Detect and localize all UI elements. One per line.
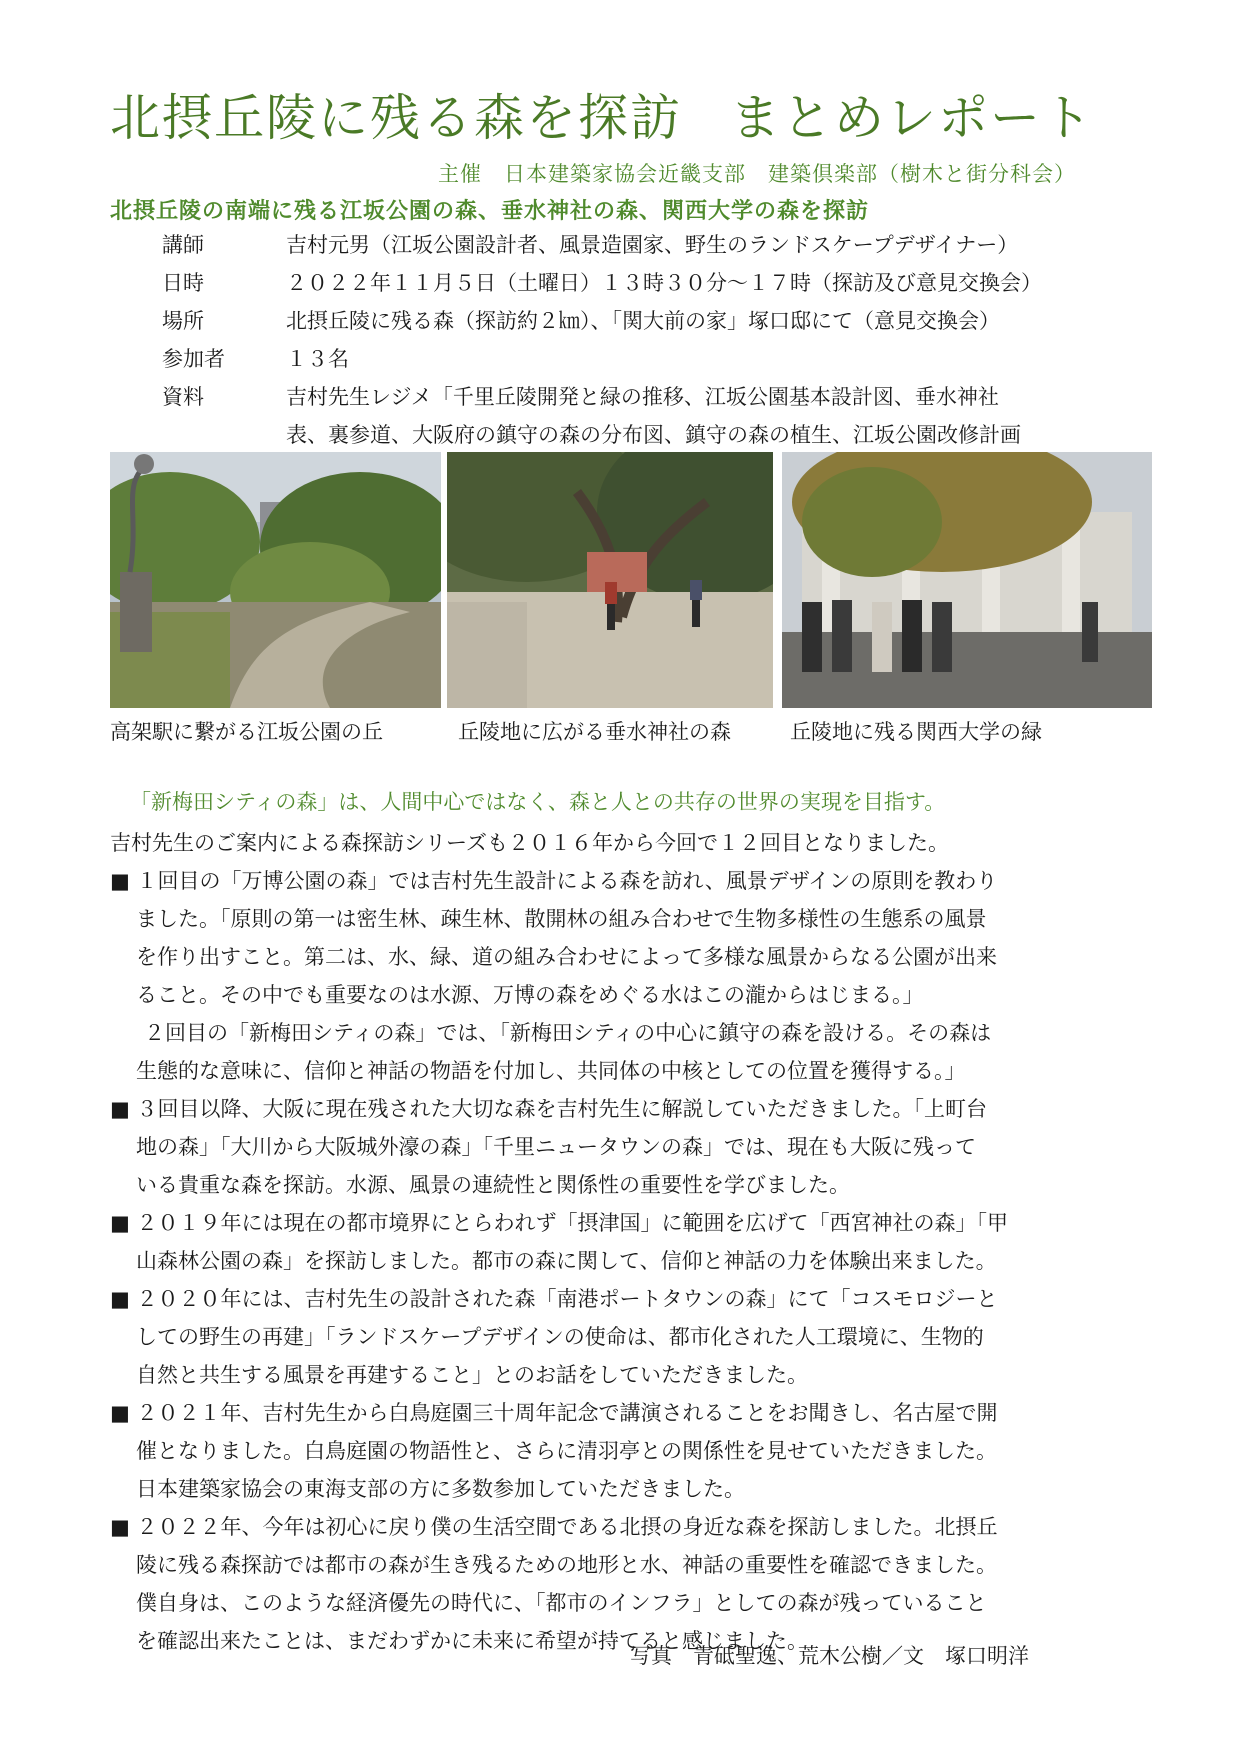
caption-2: 丘陵地に広がる垂水神社の森 xyxy=(458,720,731,744)
body-line: ■ ２０１９年には現在の都市境界にとらわれず「摂津国」に範囲を広げて「西宮神社の森」「甲 xyxy=(110,1211,1009,1235)
body-line: を確認出来たことは、まだわずかに未来に希望が持てると感じました。 xyxy=(136,1629,808,1653)
body-line: 陵に残る森探訪では都市の森が生き残るための地形と水、神話の重要性を確認できました。 xyxy=(136,1553,997,1577)
body-line: 催となりました。白鳥庭園の物語性と、さらに清羽亭との関係性を見せていただきました。 xyxy=(136,1439,997,1463)
materials-label: 資料 xyxy=(162,385,204,409)
lecturer-value: 吉村元男（江坂公園設計者、風景造園家、野生のランドスケープデザイナー） xyxy=(286,233,1019,257)
participants-label: 参加者 xyxy=(162,347,225,371)
materials-value-2: 表、裏参道、大阪府の鎮守の森の分布図、鎮守の森の植生、江坂公園改修計画 xyxy=(286,423,1021,447)
body-line: ■ ２０２２年、今年は初心に戻り僕の生活空間である北摂の身近な森を探訪しました。北摂丘 xyxy=(110,1515,998,1539)
info-row-materials xyxy=(162,378,1162,416)
body-line: 僕自身は、このような経済優先の時代に、「都市のインフラ」としての森が残っていること xyxy=(136,1591,987,1615)
body-line: ■ ２０２１年、吉村先生から白鳥庭園三十周年記念で講演されることをお聞きし、名古屋で開 xyxy=(110,1401,998,1425)
info-row-participants xyxy=(162,340,1162,378)
body-line: 生態的な意味に、信仰と神話の物語を付加し、共同体の中核としての位置を獲得する。」 xyxy=(136,1059,966,1083)
body-line: ました。「原則の第一は密生林、疎生林、散開林の組み合わせで生物多様性の生態系の風景 xyxy=(136,907,987,931)
body-line: 地の森」「大川から大阪城外濠の森」「千里ニュータウンの森」では、現在も大阪に残って xyxy=(136,1135,976,1159)
place-label: 場所 xyxy=(162,309,204,333)
page-title xyxy=(110,78,1094,150)
event-subtitle: 北摂丘陵の南端に残る江坂公園の森、垂水神社の森、関西大学の森を探訪 xyxy=(110,199,870,224)
body-line: ■ １回目の「万博公園の森」では吉村先生設計による森を訪れ、風景デザインの原則を教わり xyxy=(110,869,998,893)
organizer-line: 主催 日本建築家協会近畿支部 建築倶楽部（樹木と街分科会） xyxy=(438,162,1076,186)
body-line: ■ ３回目以降、大阪に現在残された大切な森を吉村先生に解説していただきました。「上町台 xyxy=(110,1097,988,1121)
credit-line: 写真 青砥聖逸、荒木公樹／文 塚口明洋 xyxy=(630,1644,1029,1668)
info-row-date xyxy=(162,264,1162,302)
photo-tarumi-shrine xyxy=(447,452,773,708)
caption-1: 高架駅に繋がる江坂公園の丘 xyxy=(110,720,383,744)
lead-statement: 「新梅田シティの森」は、人間中心ではなく、森と人との共存の世界の実現を目指す。 xyxy=(130,790,946,814)
body-line: ■ ２０２０年には、吉村先生の設計された森「南港ポートタウンの森」にて「コスモロジーと xyxy=(110,1287,998,1311)
body-line: ２回目の「新梅田シティの森」では、「新梅田シティの中心に鎮守の森を設ける。その森は xyxy=(144,1021,992,1045)
date-value: ２０２２年１１月５日（土曜日）１３時３０分～１７時（探訪及び意見交換会） xyxy=(286,271,1042,295)
body-line: ること。その中でも重要なのは水源、万博の森をめぐる水はこの瀧からはじまる。」 xyxy=(136,983,924,1007)
report-body xyxy=(110,824,1160,1660)
place-value: 北摂丘陵に残る森（探訪約２㎞）、「関大前の家」塚口邸にて（意見交換会） xyxy=(286,309,1000,333)
date-label: 日時 xyxy=(162,271,204,295)
body-line: 自然と共生する風景を再建すること」とのお話をしていただきました。 xyxy=(136,1363,808,1387)
body-line: いる貴重な森を探訪。水源、風景の連続性と関係性の重要性を学びました。 xyxy=(136,1173,850,1197)
caption-3: 丘陵地に残る関西大学の緑 xyxy=(790,720,1042,744)
participants-value: １３名 xyxy=(286,347,349,371)
body-line: 日本建築家協会の東海支部の方に多数参加していただきました。 xyxy=(136,1477,745,1501)
body-line: 吉村先生のご案内による森探訪シリーズも２０１６年から今回で１２回目となりました。 xyxy=(110,831,949,855)
materials-value-1: 吉村先生レジメ「千里丘陵開発と緑の推移、江坂公園基本設計図、垂水神社 xyxy=(286,385,999,409)
event-info xyxy=(162,226,1162,454)
photo-kansai-university xyxy=(782,452,1152,708)
body-line: しての野生の再建」「ランドスケープデザインの使命は、都市化された人工環境に、生物的 xyxy=(136,1325,984,1349)
photo-esaka-park xyxy=(110,452,441,708)
photo-captions xyxy=(110,716,1042,746)
info-row-place xyxy=(162,302,1162,340)
body-line: 山森林公園の森」を探訪しました。都市の森に関して、信仰と神話の力を体験出来ました。 xyxy=(136,1249,997,1273)
title-main: 北摂丘陵に残る森を探訪 xyxy=(110,89,682,147)
title-sub: まとめレポート xyxy=(730,89,1094,147)
info-row-lecturer xyxy=(162,226,1162,264)
body-line: を作り出すこと。第二は、水、緑、道の組み合わせによって多様な風景からなる公園が出来 xyxy=(136,945,997,969)
photo-strip xyxy=(110,452,1152,708)
lecturer-label: 講師 xyxy=(162,233,204,257)
